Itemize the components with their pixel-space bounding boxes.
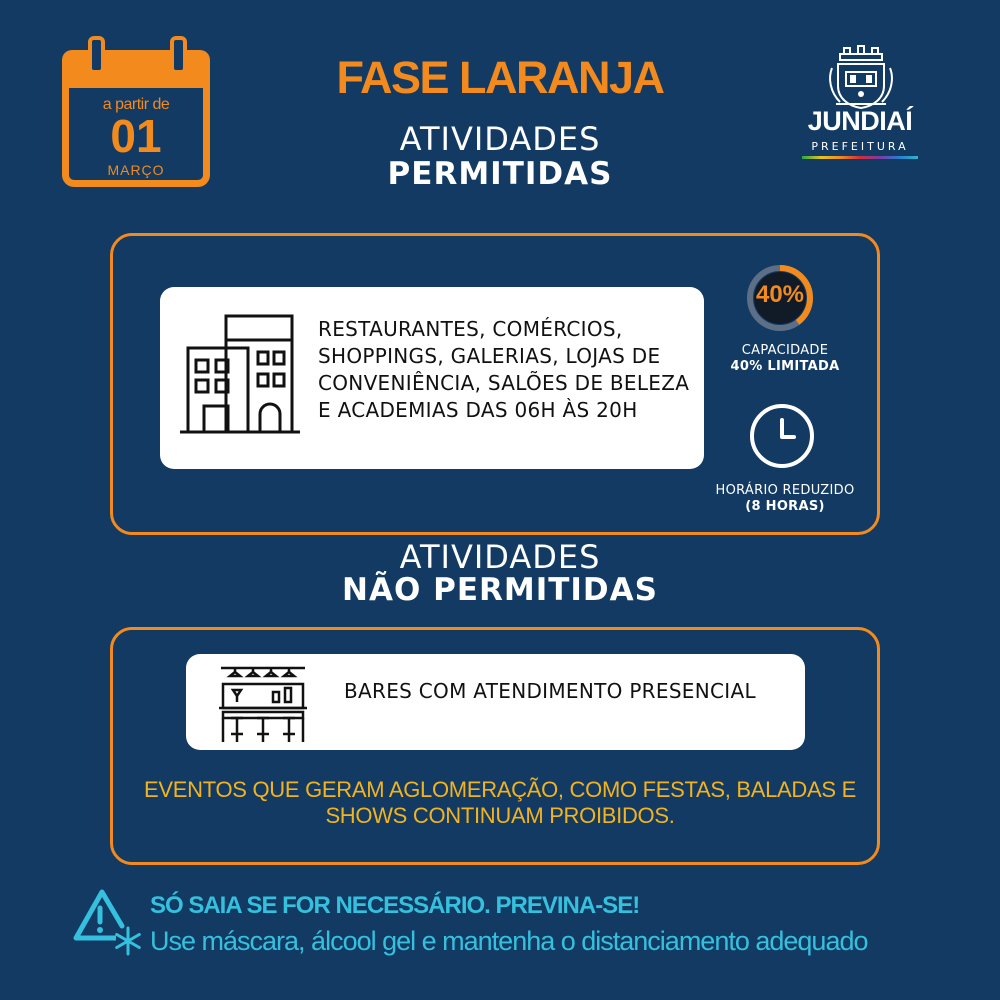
clock-icon xyxy=(748,402,816,470)
allowed-activities-text: RESTAURANTES, COMÉRCIOS, SHOPPINGS, GALERIAS, LOJAS DE CONVENIÊNCIA, SALÕES DE BELEZA E ACADEMIAS DAS 06H ÀS 20H xyxy=(318,317,690,422)
calendar-day: 01 xyxy=(110,110,162,162)
capacity-label: CAPACIDADE xyxy=(741,343,829,358)
denied-title-line1: ATIVIDADES xyxy=(399,538,601,576)
capacity-percent: 40% xyxy=(755,281,805,308)
building-icon xyxy=(178,310,303,440)
events-prohibited-note: EVENTOS QUE GERAM AGLOMERAÇÃO, COMO FESTAS, BALADAS E SHOWS CONTINUAM PROIBIDOS. xyxy=(144,777,856,828)
denied-activities-text: BARES COM ATENDIMENTO PRESENCIAL xyxy=(344,679,756,703)
capacity-limit-label: 40% LIMITADA xyxy=(730,359,840,374)
denied-title-line2: NÃO PERMITIDAS xyxy=(342,572,658,608)
allowed-title-line2: PERMITIDAS xyxy=(387,156,613,192)
calendar-month: MARÇO xyxy=(107,162,165,178)
logo-color-bar xyxy=(802,156,918,159)
phase-title: FASE LARANJA xyxy=(336,52,664,103)
warning-icon xyxy=(72,886,142,958)
calendar-icon xyxy=(62,50,210,194)
bar-counter-icon xyxy=(217,662,309,744)
allowed-title-line1: ATIVIDADES xyxy=(399,120,601,158)
footer-warning-title: SÓ SAIA SE FOR NECESSÁRIO. PREVINA-SE! xyxy=(150,892,640,919)
city-crest-icon xyxy=(826,44,896,110)
reduced-hours-label: HORÁRIO REDUZIDO xyxy=(715,483,855,498)
footer-advice-text: Use máscara, álcool gel e mantenha o distanciamento adequado xyxy=(150,926,868,956)
calendar-prefix: a partir de xyxy=(102,96,170,113)
snowflake-icon xyxy=(117,928,140,954)
logo-subtitle: PREFEITURA xyxy=(811,140,909,153)
logo-name: JUNDIAÍ xyxy=(807,106,913,136)
reduced-hours-duration: (8 HORAS) xyxy=(745,499,825,514)
